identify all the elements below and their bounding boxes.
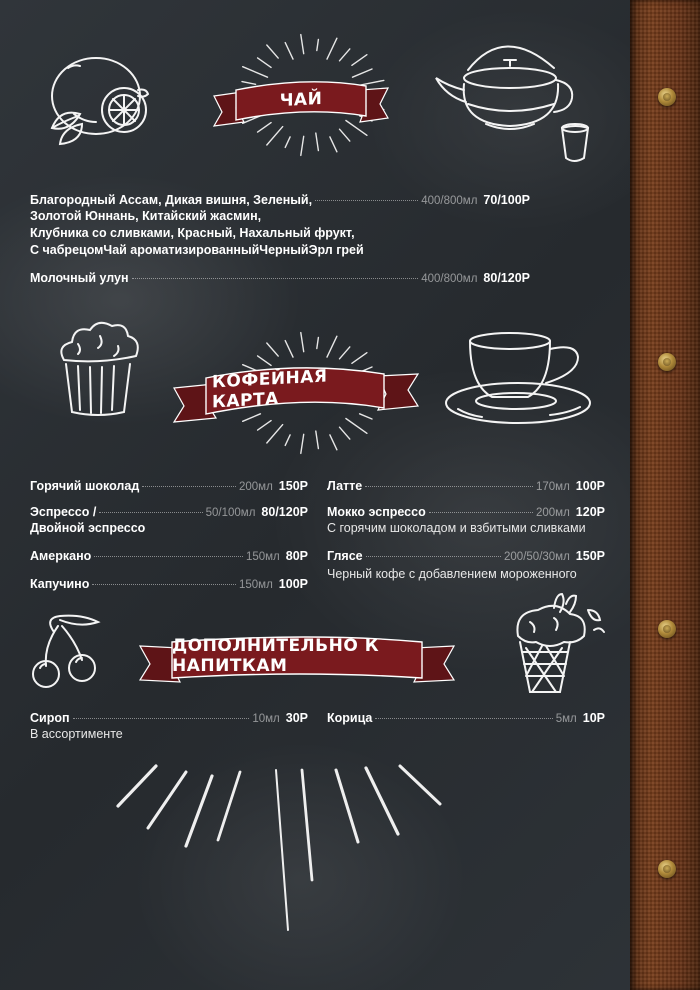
sunburst-ray	[316, 133, 319, 151]
sunburst-ray	[285, 341, 293, 358]
menu-item-syrup-description: В ассортименте	[30, 727, 123, 741]
menu-item-espresso: Эспрессо / 50/100мл 80/120Р	[30, 505, 308, 519]
sunburst-ray	[340, 427, 350, 439]
sunburst-ray	[330, 435, 337, 450]
rivet-icon	[658, 353, 676, 371]
rivet-icon	[658, 88, 676, 106]
section-title-tea: ЧАЙ	[279, 88, 323, 112]
menu-item-glace-description: Черный кофе с добавлением мороженного	[327, 567, 577, 581]
cherries-icon	[24, 612, 104, 690]
rivet-icon	[658, 860, 676, 878]
coffee-cup-icon	[440, 325, 600, 430]
rivet-icon	[658, 620, 676, 638]
section-title-coffee: КОФЕЙНАЯ КАРТА	[212, 366, 328, 413]
sunburst-ray	[352, 55, 367, 66]
menu-item-glace: Глясе 200/50/30мл 150Р	[327, 549, 605, 563]
menu-item-latte: Латте 170мл 100Р	[327, 479, 605, 493]
sunburst-ray	[267, 127, 283, 145]
sunburst-ray	[285, 43, 293, 60]
sunburst-ray	[285, 435, 290, 446]
menu-item-milk-oolong: Молочный улун 400/800мл 80/120Р	[30, 271, 530, 285]
menu-item-mocha-description: С горячим шоколадом и взбитыми сливками	[327, 521, 586, 535]
section-title-extras: ДОПОЛНИТЕЛЬНО К НАПИТКАМ	[172, 636, 380, 676]
sunburst-ray	[340, 347, 350, 359]
menu-item-hot-chocolate: Горячий шоколад 200мл 150Р	[30, 479, 308, 493]
ice-cream-icon	[496, 590, 608, 698]
sunburst-ray	[267, 343, 278, 356]
sunburst-ray	[243, 67, 268, 78]
sunburst-ray	[258, 58, 272, 68]
cupcake-icon	[56, 322, 142, 417]
sunburst-ray	[340, 49, 350, 61]
sunburst-ray	[316, 431, 319, 449]
sunburst-ray	[267, 45, 278, 58]
menu-item-tea-assorted: Благородный Ассам, Дикая вишня, Зеленый, 400/800мл 70/100Р	[30, 193, 530, 207]
menu-item-syrup: Сироп 10мл 30Р	[30, 711, 308, 725]
sunburst-ray	[301, 434, 304, 453]
sunburst-ray	[285, 137, 290, 148]
sunburst-ray	[317, 39, 319, 50]
tea-assorted-line: Золотой Юннань, Китайский жасмин,	[30, 209, 262, 223]
sunburst-ray	[317, 337, 319, 348]
menu-item-double-espresso: Двойной эспрессо	[30, 521, 146, 535]
sunburst-ray	[301, 136, 304, 155]
sunburst-icon	[100, 760, 480, 940]
sunburst-ray	[327, 336, 337, 357]
menu-item-mocha: Мокко эспрессо 200мл 120Р	[327, 505, 605, 519]
sunburst-ray	[340, 129, 350, 141]
menu-item-cinnamon: Корица 5мл 10Р	[327, 711, 605, 725]
sunburst-ray	[267, 425, 283, 443]
tea-assorted-line: С чабрецомЧай ароматизированныйЧерныйЭрл грей	[30, 243, 364, 257]
lemon-icon	[38, 48, 150, 150]
menu-item-americano: Амеркано 150мл 80Р	[30, 549, 308, 563]
menu-item-cappuccino: Капучино 150мл 100Р	[30, 577, 308, 591]
sunburst-ray	[330, 137, 337, 152]
tea-assorted-line: Клубника со сливками, Красный, Нахальный фрукт,	[30, 226, 355, 240]
leather-binding	[630, 0, 700, 990]
sunburst-ray	[301, 333, 304, 352]
sunburst-ray	[301, 35, 304, 54]
sunburst-ray	[327, 38, 337, 59]
teapot-icon	[432, 40, 602, 165]
